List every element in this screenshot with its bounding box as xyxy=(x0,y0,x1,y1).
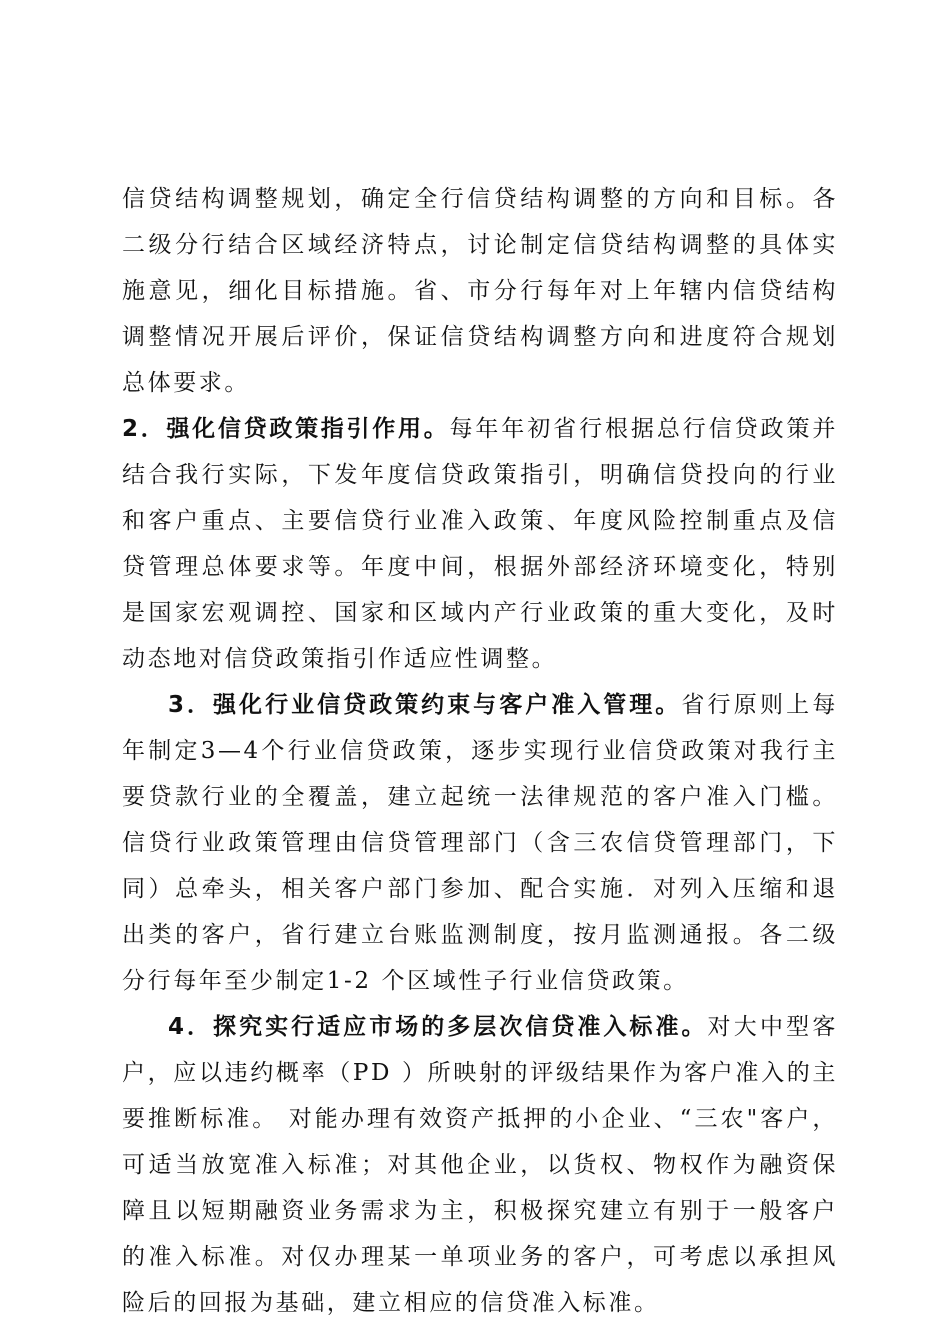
paragraph-body: 省行原则上每年制定3—4个行业信贷政策，逐步实现行业信贷政策对我行主要贷款行业的全覆盖，建立起统一法律规范的客户准入门槛。信贷行业政策管理由信贷管理部门（含三农信贷管理部门，下同）总牵头，相关客户部门参加、配合实施．对列入压缩和退出类的客户，省行建立台账监测制度，按月监测通报。各二级分行每年至少制定1-2 个区域性子行业信贷政策。 xyxy=(122,692,838,994)
paragraph-body: 信贷结构调整规划，确定全行信贷结构调整的方向和目标。各二级分行结合区域经济特点，讨论制定信贷结构调整的具体实施意见，细化目标措施。省、市分行每年对上年辖内信贷结构调整情况开展后评价，保证信贷结构调整方向和进度符合规划总体要求。 xyxy=(122,186,838,396)
document-body xyxy=(122,176,838,1326)
paragraph-continuation xyxy=(122,176,838,406)
paragraph-body: 对大中型客户，应以违约概率（PD ）所映射的评级结果作为客户准入的主要推断标准。 对能办理有效资产抵押的小企业、“三农"客户，可适当放宽准入标准；对其他企业，以货权、物权作为融资保障且以短期融资业务需求为主，积极探究建立有别于一般客户的准入标准。对仅办理某一单项业务的客户，可考虑以承担风险后的回报为基础，建立相应的信贷准入标准。 xyxy=(122,1014,839,1316)
paragraph-body: 每年年初省行根据总行信贷政策并结合我行实际，下发年度信贷政策指引，明确信贷投向的行业和客户重点、主要信贷行业准入政策、年度风险控制重点及信贷管理总体要求等。年度中间，根据外部经济环境变化，特别是国家宏观调控、国家和区域内产行业政策的重大变化，及时动态地对信贷政策指引作适应性调整。 xyxy=(122,416,838,672)
paragraph-heading: 4．探究实行适应市场的多层次信贷准入标准。 xyxy=(168,1014,708,1040)
paragraph-4 xyxy=(122,1004,838,1326)
paragraph-heading: 3．强化行业信贷政策约束与客户准入管理。 xyxy=(168,692,682,718)
paragraph-3 xyxy=(122,682,838,1004)
paragraph-heading: 2．强化信贷政策指引作用。 xyxy=(122,416,450,442)
paragraph-2 xyxy=(122,406,838,682)
